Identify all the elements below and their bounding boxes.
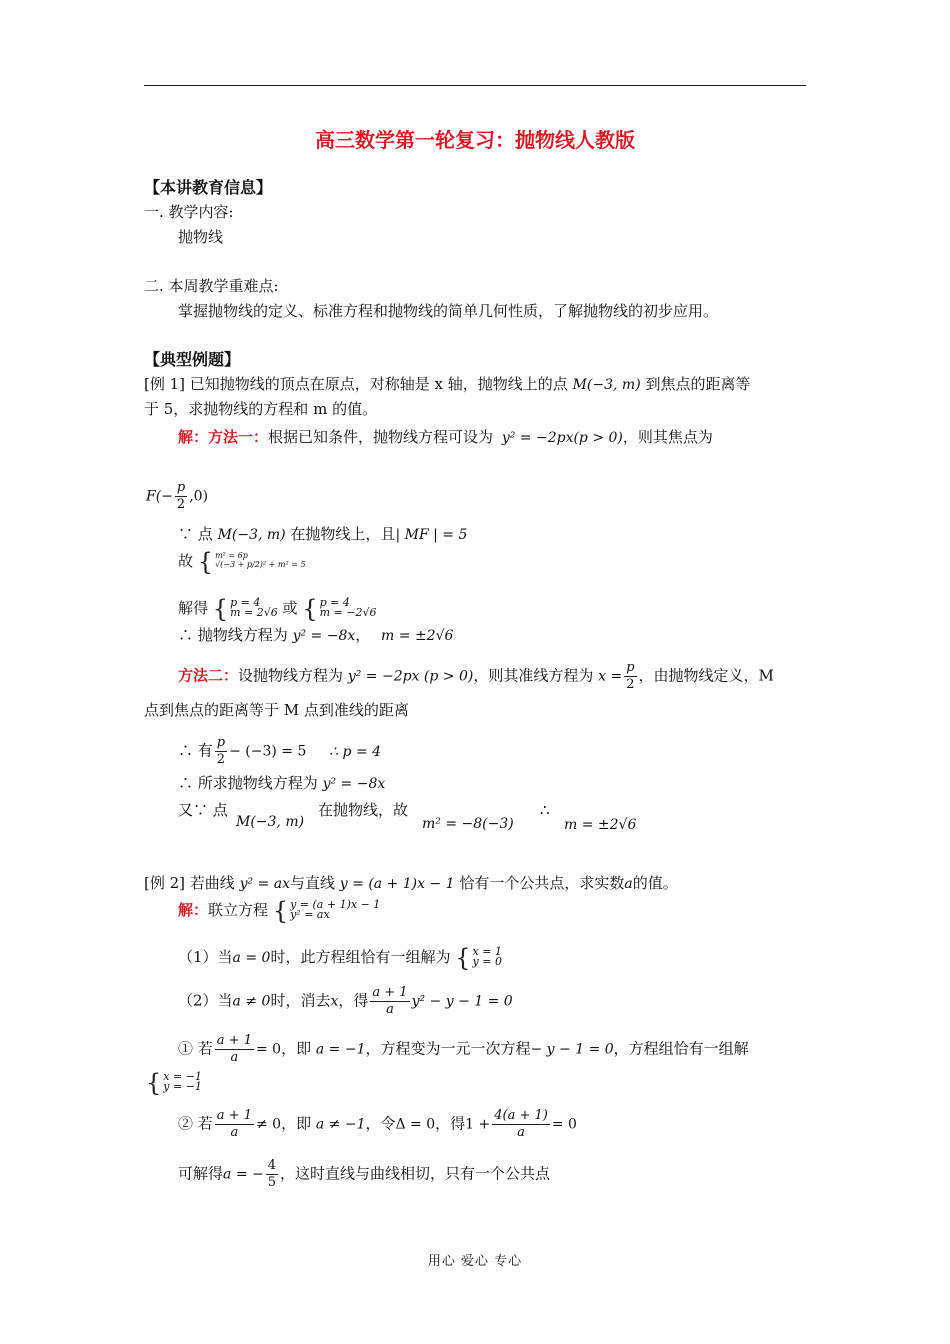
case2-text-c: ，得 — [338, 991, 369, 1010]
case1-text-b: 时，此方程组恰有一组解为 — [270, 948, 451, 966]
case2-frac-den: a — [386, 1002, 394, 1017]
m2-eq: y² = −2px (p > 0) — [347, 668, 474, 685]
ex2-system — [272, 897, 381, 925]
case2-x: x — [330, 993, 339, 1010]
sol-b-row-1: p = 4 — [319, 596, 350, 609]
also-m — [236, 811, 304, 832]
res-frac-den: 5 — [267, 1175, 277, 1190]
sol-b-row-2: m = −2√6 — [319, 606, 377, 619]
there-you-num: p — [216, 735, 226, 750]
sol-a-row-1: p = 4 — [230, 596, 261, 609]
ex2-a: a — [624, 876, 633, 892]
res-frac — [266, 1158, 278, 1191]
case2-frac — [370, 985, 409, 1018]
c2-frac2-num: 4(a + 1) — [494, 1108, 548, 1123]
case1-row-1: x = 1 — [472, 945, 502, 958]
m2-label: 方法二： — [178, 666, 239, 685]
res-eq: a = − — [223, 1166, 264, 1183]
c1-eq2: − y − 1 = 0 — [530, 1041, 614, 1058]
ex2-sol-label: 解： — [178, 901, 209, 919]
content-label: 一. 教学内容: — [144, 203, 234, 221]
res-text-a: 可解得 — [178, 1164, 224, 1183]
case1-rows — [473, 947, 502, 969]
sol-a-brace: { — [212, 595, 229, 623]
because-m: M(−3, m) — [217, 527, 286, 543]
examples-heading: 【典型例题】 — [144, 350, 241, 369]
m2-frac-num: p — [626, 660, 635, 675]
ex1-therefore1: ∴ 抛物线方程为 y² = −8x， m = ±2√6 — [178, 626, 454, 644]
case1-text-a: （1）当 — [178, 948, 233, 966]
ex2-line1 — [144, 873, 678, 894]
case2-eq: a ≠ 0 — [232, 993, 271, 1010]
there-you-eq: − (−3) = 5 — [229, 743, 307, 760]
focus-label: 二. 本周教学重难点: — [144, 277, 279, 295]
therefore1-m: m = ±2√6 — [381, 628, 454, 644]
ex2-c1-solution — [146, 1069, 202, 1097]
ex1-text-b: 到焦点的距离等 — [645, 375, 751, 393]
ex1-method2 — [178, 660, 774, 693]
c2-eq2: = 0 — [551, 1116, 577, 1133]
ex1-line1 — [144, 374, 750, 395]
ex2-row-1: y = (a + 1)x − 1 — [290, 898, 381, 911]
focus-end: ,0) — [189, 488, 209, 505]
top-rule — [144, 85, 806, 86]
case1-brace: { — [455, 944, 471, 972]
there-you-den: 2 — [216, 752, 226, 767]
m2-frac-den: 2 — [626, 677, 635, 692]
sol-a-system — [212, 595, 278, 623]
res-text-b: ，这时直线与曲线相切，只有一个公共点 — [280, 1164, 551, 1183]
c2-text-a: ② 若 — [178, 1114, 213, 1133]
c1-eq: = 0 — [255, 1041, 282, 1058]
c1-system — [146, 1069, 202, 1097]
ex1-jiede — [178, 595, 377, 623]
page-footer: 用心 爱心 专心 — [427, 1254, 523, 1269]
focus-f: F(− — [146, 488, 173, 505]
ex1-sol-text-b: ，则其焦点为 — [622, 428, 713, 446]
m2-text-b: ，则其准线方程为 — [473, 666, 594, 685]
ex1-sol-text: 根据已知条件，抛物线方程可设为 — [268, 428, 494, 446]
c1-am: a = −1 — [315, 1041, 366, 1058]
gu-rows — [215, 551, 306, 573]
because-text-b: 在抛物线上，且 — [290, 525, 396, 543]
ex1-point-m: M(−3, m) — [572, 377, 641, 393]
therefore1-text: ∴ 抛物线方程为 — [178, 626, 288, 644]
c1-brace: { — [146, 1069, 162, 1097]
page-title: 高三数学第一轮复习：抛物线人教版 — [315, 128, 635, 152]
also-b: 在抛物线，故 — [318, 801, 409, 819]
m2-frac — [624, 660, 636, 693]
therefore1-eq: y² = −8x — [292, 628, 356, 644]
c2-eq: ≠ 0 — [255, 1116, 282, 1133]
c2-text-c: ，令 — [365, 1114, 396, 1133]
ex2-rows — [290, 900, 380, 922]
gu-row-2: √(−3 + p/2)² + m² = 5 — [215, 560, 306, 569]
content-value: 抛物线 — [178, 228, 224, 246]
because-mf: | MF | = 5 — [395, 527, 468, 543]
also-text: 又∵ 点 — [178, 801, 228, 819]
ex1-there-you — [178, 735, 381, 768]
m2-text-c: ，由抛物线定义，M — [638, 666, 774, 685]
case1-eq: a = 0 — [232, 950, 271, 966]
focus-value: 掌握抛物线的定义、标准方程和抛物线的简单几何性质，了解抛物线的初步应用。 — [178, 302, 719, 320]
jiede-text: 解得 — [178, 599, 209, 617]
c1-rows — [163, 1072, 202, 1094]
ex2-c2 — [178, 1108, 577, 1141]
ex2-result — [178, 1158, 550, 1191]
focus-frac — [175, 480, 187, 513]
ex2-case1 — [178, 944, 502, 972]
c1-text-b: ，即 — [281, 1039, 312, 1058]
also-m-val — [564, 814, 636, 835]
ex1-also — [178, 800, 228, 820]
info-heading: 【本讲教育信息】 — [144, 178, 273, 197]
focus-num: p — [176, 480, 186, 495]
ex1-gu — [178, 548, 306, 576]
sol-a-rows — [230, 598, 278, 620]
m2-text: 设抛物线方程为 — [238, 666, 344, 685]
gu-brace: { — [197, 548, 214, 576]
or-text: 或 — [282, 599, 298, 617]
c1-row-2: y = −1 — [163, 1080, 202, 1093]
also-m-text: M(−3, m) — [236, 814, 305, 830]
also-there: ∴ — [540, 801, 550, 819]
c2-frac-den: a — [230, 1125, 239, 1140]
c2-frac2 — [492, 1108, 550, 1141]
case1-row-2: y = 0 — [472, 955, 502, 968]
ex1-there2 — [178, 773, 385, 794]
c1-frac-den: a — [230, 1050, 239, 1065]
c1-text-a: ① 若 — [178, 1039, 213, 1058]
ex1-method1 — [178, 427, 713, 448]
gu-system — [197, 548, 306, 576]
also-eq — [422, 813, 514, 834]
case2-text-b: 时，消去 — [270, 991, 331, 1010]
ex2-line-eq: y = (a + 1)x − 1 — [339, 876, 455, 892]
sol-b-brace: { — [302, 595, 318, 623]
c2-frac2-den: a — [517, 1125, 525, 1140]
gu-row-1: m² = 6p — [215, 551, 248, 560]
c2-delta: Δ = 0 — [395, 1116, 436, 1133]
ex2-curve: y² = ax — [239, 876, 290, 892]
c1-text-c: ，方程变为一元一次方程 — [365, 1039, 531, 1058]
c1-row-1: x = −1 — [163, 1070, 202, 1083]
also-m-val-text: m = ±2√6 — [564, 817, 637, 833]
c1-text-d: ，方程组恰有一组解 — [613, 1039, 749, 1058]
ex1-line2: 于 5，求抛物线的方程和 m 的值。 — [144, 400, 378, 418]
also-eq-text: m² = −8(−3) — [422, 816, 514, 832]
c2-frac — [215, 1108, 254, 1141]
ex2-sol — [178, 897, 381, 925]
ex2-row-2: y² = ax — [290, 908, 330, 921]
sol-b-system — [302, 595, 377, 623]
c2-one: 1 + — [465, 1116, 491, 1133]
because-text: ∵ 点 — [178, 525, 213, 543]
c2-text-d: ，得 — [435, 1114, 466, 1133]
ex2-text-d: 的值。 — [632, 874, 678, 892]
there-you-frac — [215, 735, 227, 768]
case2-eq2: y² − y − 1 = 0 — [411, 993, 513, 1010]
c1-frac — [215, 1033, 254, 1066]
there2-eq: y² = −8x — [322, 776, 386, 792]
ex2-text-b: 与直线 — [289, 874, 335, 892]
there2-text: ∴ 所求抛物线方程为 — [178, 774, 318, 792]
ex2-brace: { — [272, 897, 289, 925]
sol-b-rows — [320, 598, 377, 620]
c2-am: a ≠ −1 — [315, 1116, 366, 1133]
case1-system — [455, 944, 502, 972]
ex2-c1 — [178, 1033, 749, 1066]
m2-line2: 点到焦点的距离等于 M 点到准线的距离 — [144, 701, 409, 719]
ex1-because — [178, 524, 467, 545]
ex2-sol-text: 联立方程 — [208, 901, 269, 919]
ex1-text-a: [例 1] 已知抛物线的顶点在原点，对称轴是 x 轴，抛物线上的点 — [144, 375, 568, 393]
sol-a-row-2: m = 2√6 — [230, 606, 278, 619]
ex2-text-c: 恰有一个公共点，求实数 — [459, 874, 625, 892]
c1-frac-num: a + 1 — [216, 1033, 252, 1048]
m2-x: x = — [598, 668, 623, 685]
ex1-eq-assume: y² = −2px(p > 0) — [501, 430, 623, 446]
ex1-sol-label: 解：方法一： — [178, 428, 269, 446]
ex2-case2 — [178, 985, 513, 1018]
c2-frac-num: a + 1 — [216, 1108, 252, 1123]
c2-text-b: ，即 — [281, 1114, 312, 1133]
case2-text-a: （2）当 — [178, 991, 233, 1010]
focus-den: 2 — [176, 497, 186, 512]
there-you-text: ∴ 有 — [178, 741, 213, 760]
case2-frac-num: a + 1 — [372, 985, 408, 1000]
ex1-focus — [146, 480, 208, 513]
there-p: ∴ p = 4 — [329, 743, 382, 760]
gu-text: 故 — [178, 552, 194, 570]
res-frac-num: 4 — [267, 1158, 277, 1173]
ex2-text-a: [例 2] 若曲线 — [144, 874, 235, 892]
